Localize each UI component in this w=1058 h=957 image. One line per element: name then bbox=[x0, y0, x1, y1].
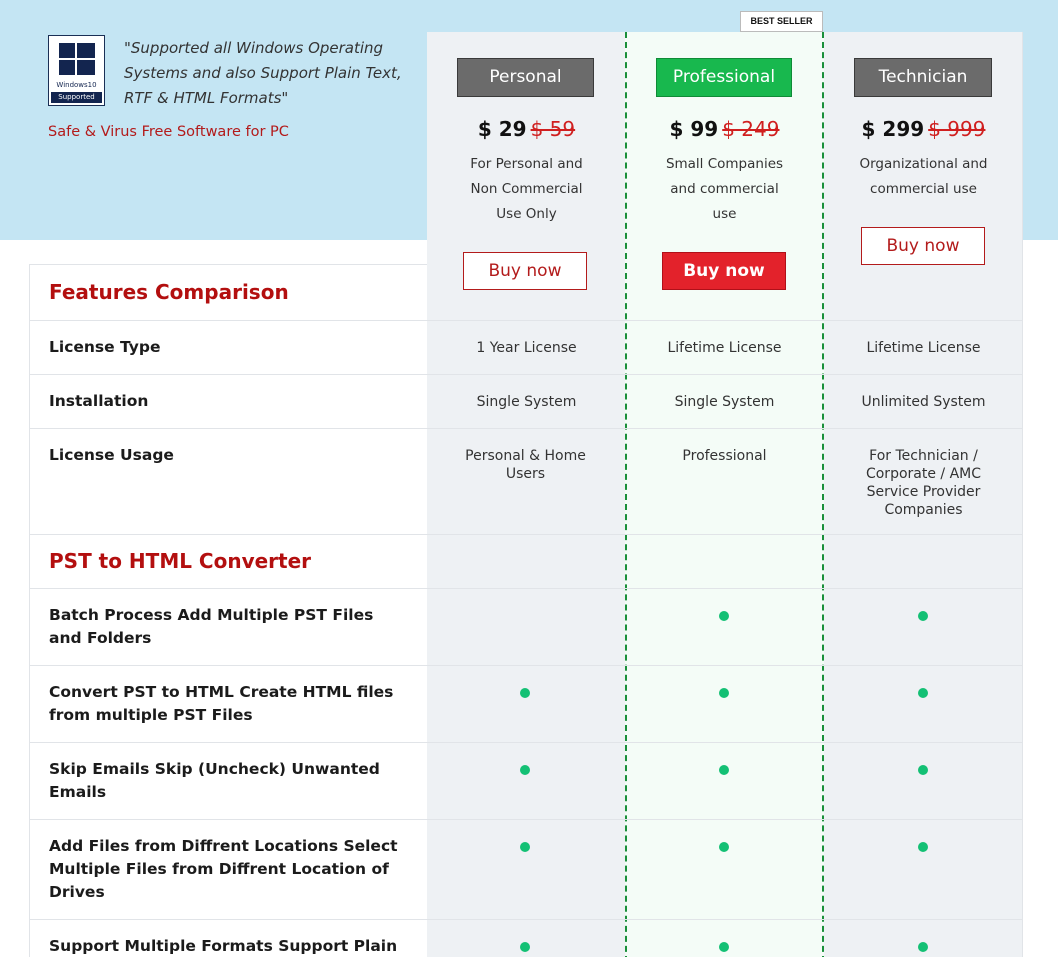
check-dot-icon bbox=[719, 942, 729, 952]
current-price: $ 29 bbox=[477, 117, 527, 141]
price-personal bbox=[427, 117, 626, 141]
check-dot-icon bbox=[918, 611, 928, 621]
check-dot-icon bbox=[719, 842, 729, 852]
current-price: $ 99 bbox=[669, 117, 719, 141]
plan-title-professional: Professional bbox=[656, 58, 792, 97]
check-dot-icon bbox=[520, 842, 530, 852]
desc-line: use bbox=[712, 206, 737, 222]
cell-installation-technician: Unlimited System bbox=[861, 394, 986, 410]
price-professional bbox=[625, 117, 824, 141]
cell-installation-personal: Single System bbox=[476, 394, 577, 410]
features-comparison-heading: Features Comparison bbox=[49, 280, 289, 304]
windows-icon bbox=[59, 43, 95, 76]
cell-license-usage-personal: Personal & Home Users bbox=[465, 448, 586, 482]
plan-desc-technician bbox=[824, 152, 1023, 202]
feature-label-skip-emails: Skip Emails Skip (Uncheck) Unwanted Emails bbox=[49, 760, 380, 801]
check-dot-icon bbox=[719, 611, 729, 621]
desc-line: Non Commercial bbox=[470, 181, 583, 197]
desc-line: For Personal and bbox=[470, 156, 583, 172]
row-label-installation: Installation bbox=[49, 392, 149, 410]
cell-license-usage-professional: Professional bbox=[682, 448, 767, 464]
buy-now-button-professional[interactable]: Buy now bbox=[662, 252, 786, 290]
desc-line: Small Companies bbox=[665, 156, 784, 172]
check-dot-icon bbox=[520, 688, 530, 698]
cell-license-type-professional: Lifetime License bbox=[667, 340, 782, 356]
feature-label-batch-process: Batch Process Add Multiple PST Files and Folders bbox=[49, 606, 374, 647]
pst-to-html-heading: PST to HTML Converter bbox=[49, 549, 312, 573]
desc-line: and commercial bbox=[670, 181, 779, 197]
plan-title-personal: Personal bbox=[457, 58, 594, 97]
plan-title-technician: Technician bbox=[854, 58, 992, 97]
row-label-license-usage: License Usage bbox=[49, 446, 174, 464]
desc-line: Organizational and bbox=[859, 156, 988, 172]
check-dot-icon bbox=[719, 765, 729, 775]
best-seller-badge: BEST SELLER bbox=[740, 11, 823, 32]
plan-desc-personal bbox=[427, 152, 626, 227]
cell-license-type-personal: 1 Year License bbox=[476, 340, 577, 356]
row-label-license-type: License Type bbox=[49, 338, 161, 356]
feature-label-convert-pst: Convert PST to HTML Create HTML files from multiple PST Files bbox=[49, 683, 394, 724]
check-dot-icon bbox=[918, 942, 928, 952]
windows10-supported-logo bbox=[48, 35, 105, 106]
safe-virus-free-text: Safe & Virus Free Software for PC bbox=[48, 124, 289, 140]
check-dot-icon bbox=[520, 765, 530, 775]
buy-now-button-personal[interactable]: Buy now bbox=[463, 252, 587, 290]
buy-now-button-technician[interactable]: Buy now bbox=[861, 227, 985, 265]
desc-line: commercial use bbox=[870, 181, 977, 197]
feature-label-add-files: Add Files from Diffrent Locations Select Multiple Files from Diffrent Location of Drives bbox=[49, 837, 398, 901]
feature-label-support-formats: Support Multiple Formats Support Plain bbox=[49, 937, 398, 955]
check-dot-icon bbox=[918, 688, 928, 698]
cell-license-type-technician: Lifetime License bbox=[866, 340, 981, 356]
cell-license-usage-technician: For Technician / Corporate / AMC Service Provider Companies bbox=[865, 448, 982, 518]
logo-strip: Supported bbox=[51, 92, 102, 103]
check-dot-icon bbox=[520, 942, 530, 952]
old-price: $ 59 bbox=[530, 117, 576, 141]
cell-installation-professional: Single System bbox=[674, 394, 775, 410]
check-dot-icon bbox=[918, 765, 928, 775]
current-price: $ 299 bbox=[861, 117, 925, 141]
old-price: $ 249 bbox=[722, 117, 780, 141]
old-price: $ 999 bbox=[928, 117, 986, 141]
price-technician bbox=[824, 117, 1023, 141]
logo-label: Windows10 bbox=[56, 81, 97, 89]
plan-desc-professional bbox=[625, 152, 824, 227]
check-dot-icon bbox=[918, 842, 928, 852]
desc-line: Use Only bbox=[496, 206, 557, 222]
support-quote: "Supported all Windows Operating Systems and also Support Plain Text, RTF & HTML Formats" bbox=[124, 39, 402, 107]
check-dot-icon bbox=[719, 688, 729, 698]
